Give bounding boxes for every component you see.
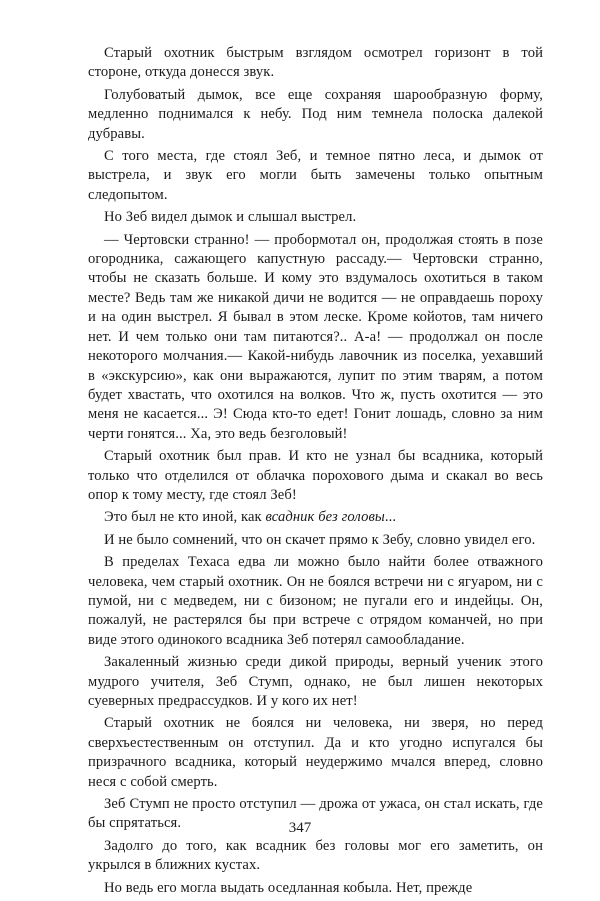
paragraph-4: Но Зеб видел дымок и слышал выстрел. (104, 209, 357, 226)
paragraph-7-end: ... (384, 509, 397, 526)
paragraph-5: — Чертовски странно! — пробормотал он, продолжая стоять в позе огородника, сажающего капустную рассаду.— Чертовски странно, чтобы не сказать больше. И кому это вздумалось охотиться в таком месте? Ведь там же никакой дичи не водится — не оправдаешь пороху и на один выстрел. Я бывал в этом леске. Кроме койотов, там ничего нет. И чем только они там питаются?.. А-а! — продолжал он после некоторого молчания.— Какой-нибудь лавочник из поселка, уехавший в «экскурсию», как они выражаются, лупит по этим тварям, а потом будет хвастать, что охотился на волков. Что ж, пусть охотится — это меня не касается... Э! Сюда кто-то едет! Гонит лошадь, словно за ним черти гонятся... Ха, это ведь безголовый! (88, 231, 543, 442)
paragraph-12: Зеб Стумп не просто отступил — дрожа от ужаса, он стал искать, где бы спрятаться. (88, 796, 543, 832)
paragraph-11: Старый охотник не боялся ни человека, ни зверя, но перед сверхъестественным он отступил. Да и кто угодно испугался бы призрачного всадника, который неудержимо мчался вперед, словно неся с собой смерть. (88, 715, 543, 790)
body-text (88, 44, 543, 901)
paragraph-1: Старый охотник быстрым взглядом осмотрел горизонт в той стороне, откуда донесся звук. (88, 45, 543, 81)
paragraph-7 (88, 508, 543, 527)
paragraph-10: Закаленный жизнью среди дикой природы, верный ученик этого мудрого учителя, Зеб Стумп, однако, не был лишен некоторых суеверных предрассудков. И у кого их нет! (88, 654, 543, 709)
page-number: 347 (288, 820, 312, 836)
paragraph-9: В пределах Техаса едва ли можно было найти более отважного человека, чем старый охотник. Он не боялся встречи ни с ягуаром, ни с пумой, ни с медведем, ни с бизоном; не пугали его и индейцы. Он, пожалуй, не растерялся бы при встрече с отрядом команчей, но при виде этого одинокого всадника Зеб потерял самообладание. (88, 554, 543, 648)
paragraph-2: Голубоватый дымок, все еще сохраняя шарообразную форму, медленно поднимался к небу. Под ним темнела полоска далекой дубравы. (88, 86, 543, 142)
paragraph-6: Старый охотник был прав. И кто не узнал бы всадника, который только что отделился от облачка порохового дыма и скакал во весь опор к тому месту, где стоял Зеб! (88, 448, 543, 503)
paragraph-13: Задолго до того, как всадник без головы мог его заметить, он укрылся в ближних кустах. (88, 837, 543, 874)
paragraph-7-italic: всадник без головы (265, 509, 385, 526)
paragraph-3: С того места, где стоял Зеб, и темное пятно леса, и дымок от выстрела, и звук его могли быть замечены только опытным следопытом. (88, 148, 543, 203)
paragraph-14: Но ведь его могла выдать оседланная кобыла. Нет, прежде (104, 879, 473, 896)
paragraph-7-start: Это был не кто иной, как (104, 509, 266, 526)
paragraph-8: И не было сомнений, что он скачет прямо к Зебу, словно увидел его. (104, 531, 536, 548)
